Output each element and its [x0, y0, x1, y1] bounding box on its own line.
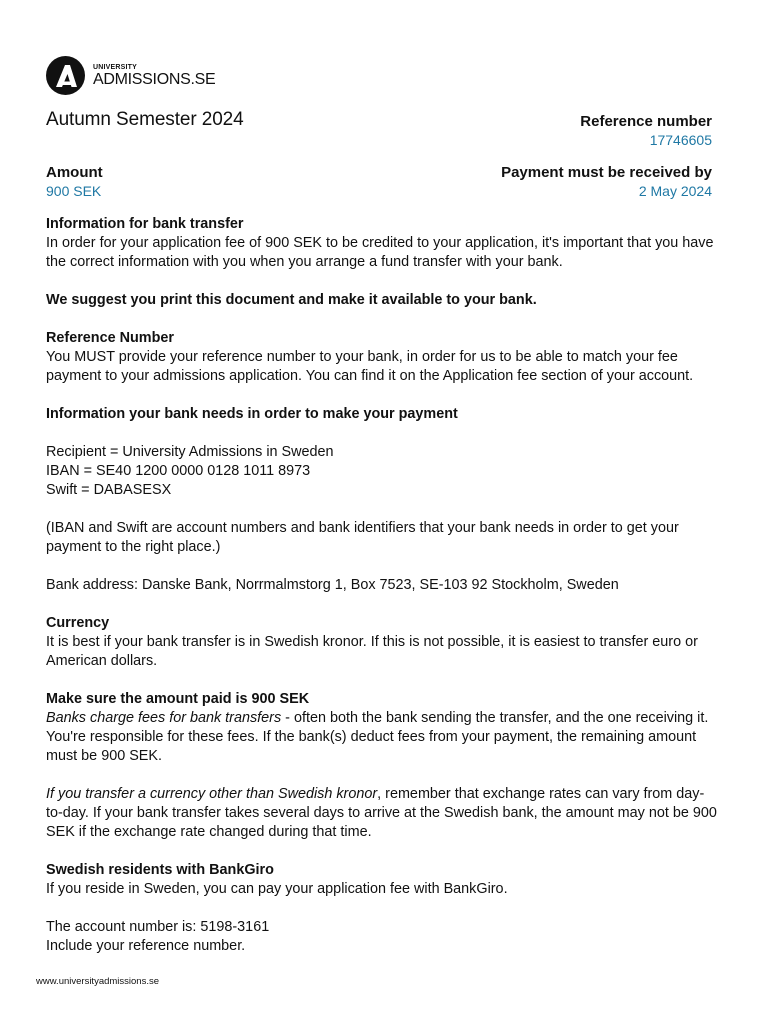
amount-paid-heading: Make sure the amount paid is 900 SEK — [46, 691, 310, 707]
logo-text — [93, 64, 215, 88]
logo-a-icon — [46, 56, 85, 95]
recipient-line: Recipient = University Admissions in Sweden — [46, 444, 334, 460]
deadline-block — [501, 164, 712, 200]
bankgiro-include-reference: Include your reference number. — [46, 938, 246, 954]
reference-heading: Reference Number — [46, 330, 174, 346]
payment-info-section — [46, 443, 718, 500]
bank-transfer-heading: Information for bank transfer — [46, 216, 244, 232]
swift-line: Swift = DABASESX — [46, 482, 172, 498]
letter-a-icon — [52, 62, 80, 90]
reference-block — [580, 113, 712, 149]
exchange-text: , remember that exchange rates can vary from day-to-day. If your bank transfer takes several days to arrive at the Swedish bank, the amount may not be 900 SEK if the exchange rate changed during that time. — [46, 786, 717, 840]
amount-paid-text: - often both the bank sending the transfer, and the one receiving it. You're responsible for these fees. If the bank(s) deduct fees from your payment, the remaining amount must be 900 SEK. — [46, 710, 709, 764]
iban-line: IBAN = SE40 1200 0000 0128 1011 8973 — [46, 463, 311, 479]
exchange-italic: If you transfer a currency other than Swedish kronor — [46, 786, 378, 802]
amount-paid-italic: Banks charge fees for bank transfers — [46, 710, 282, 726]
deadline-label: Payment must be received by — [501, 164, 712, 181]
bankgiro-section — [46, 861, 718, 899]
bank-transfer-section — [46, 215, 718, 272]
currency-text: It is best if your bank transfer is in Swedish kronor. If this is not possible, it is easiest to transfer euro or American dollars. — [46, 634, 698, 669]
amount-block — [46, 164, 103, 200]
bankgiro-account-section — [46, 918, 718, 956]
bankgiro-heading: Swedish residents with BankGiro — [46, 862, 274, 878]
reference-value: 17746605 — [649, 132, 712, 148]
amount-value: 900 SEK — [46, 183, 102, 199]
footer-url: www.universityadmissions.se — [36, 976, 160, 987]
reference-text: You MUST provide your reference number to your bank, in order for us to be able to match your fee payment to your admissions application. You can find it on the Application fee section of your account. — [46, 349, 694, 384]
print-suggestion: We suggest you print this document and make it available to your bank. — [46, 292, 537, 308]
logo-small-text: UNIVERSITY — [93, 63, 138, 71]
amount-label: Amount — [46, 164, 103, 181]
currency-heading: Currency — [46, 615, 110, 631]
document-body — [46, 215, 718, 956]
amount-paid-section — [46, 690, 718, 766]
bank-needs-section — [46, 405, 718, 424]
exchange-section — [46, 785, 718, 842]
bank-transfer-text: In order for your application fee of 900 SEK to be credited to your application, it's important that you have the correct information with you when you arrange a fund transfer with your bank. — [46, 235, 714, 270]
reference-section — [46, 329, 718, 386]
logo — [46, 56, 215, 95]
bank-needs-heading: Information your bank needs in order to make your payment — [46, 406, 458, 422]
reference-label: Reference number — [580, 113, 712, 130]
deadline-value: 2 May 2024 — [638, 183, 712, 199]
logo-big-text: ADMISSIONS.SE — [93, 70, 216, 88]
bankgiro-text: If you reside in Sweden, you can pay your application fee with BankGiro. — [46, 881, 508, 897]
bank-address: Bank address: Danske Bank, Norrmalmstorg 1, Box 7523, SE-103 92 Stockholm, Sweden — [46, 577, 619, 593]
print-suggestion-section — [46, 291, 718, 310]
semester-title: Autumn Semester 2024 — [46, 109, 244, 130]
bank-address-section — [46, 576, 718, 595]
currency-section — [46, 614, 718, 671]
bankgiro-account-number: The account number is: 5198-3161 — [46, 919, 270, 935]
iban-note: (IBAN and Swift are account numbers and bank identifiers that your bank needs in order to get your payment to the right place.) — [46, 520, 679, 555]
iban-note-section — [46, 519, 718, 557]
